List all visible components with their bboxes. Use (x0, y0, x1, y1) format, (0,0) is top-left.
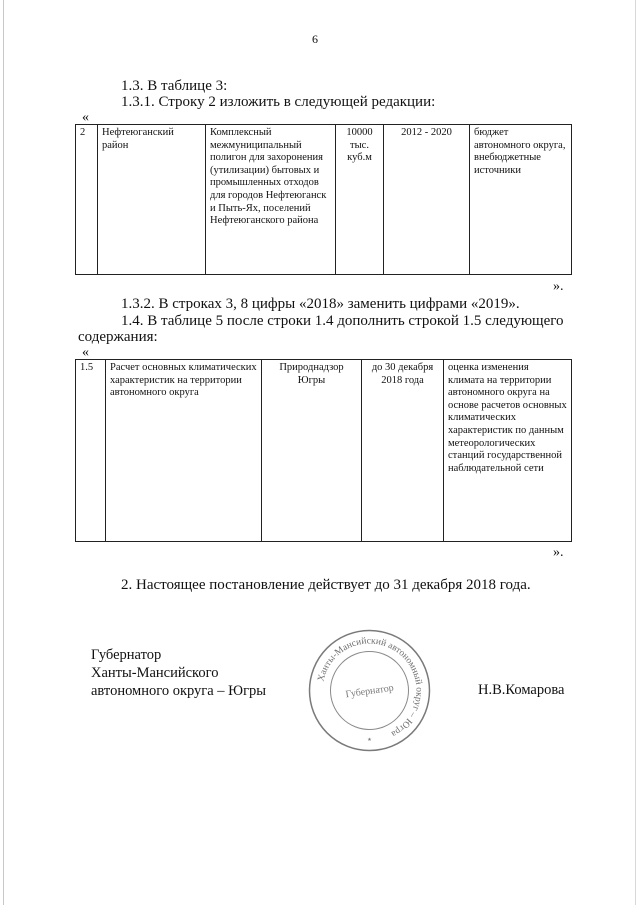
page-number: 6 (312, 32, 318, 46)
open-quote-table-5: « (82, 345, 89, 360)
official-seal-stamp (306, 627, 433, 754)
scan-edge-right (635, 0, 636, 905)
result-cell: оценка изменения климата на территории автономного округа на основе расчетов основных климатических характеристик по данным метеорологических станций государственной наблюдательной сети (444, 360, 572, 542)
deadline-cell: до 30 декабря 2018 года (362, 360, 444, 542)
clause-1-3: 1.3. В таблице 3: (121, 78, 228, 94)
executor-cell: Природнадзор Югры (262, 360, 362, 542)
table-row (76, 360, 572, 542)
row-number-cell: 2 (76, 125, 98, 275)
close-quote-table-5: ». (553, 545, 564, 560)
clause-1-4-line-2: содержания: (78, 329, 158, 345)
clause-1-4-line-1: 1.4. В таблице 5 после строки 1.4 дополнить строкой 1.5 следующего (121, 313, 564, 329)
clause-1-3-2: 1.3.2. В строках 3, 8 цифры «2018» заменить цифрами «2019». (121, 296, 520, 312)
table-row (76, 125, 572, 275)
seal-ring-text: Ханты-Мансийский автономный округ – Югра (316, 636, 424, 739)
signatory-position: Губернатор Ханты-Мансийского автономного округа – Югры (91, 647, 267, 699)
open-quote-table-3: « (82, 110, 89, 125)
row-number-cell: 1.5 (76, 360, 106, 542)
object-cell: Комплексный межмуниципальный полигон для захоронения (утилизации) бытовых и промышленных отходов для городов Нефтеюганск и Пыть-Ях, поселений Нефтеюганского района (206, 125, 336, 275)
capacity-cell: 10000 тыс. куб.м (336, 125, 384, 275)
district-cell: Нефтеюганский район (98, 125, 206, 275)
funding-source-cell: бюджет автономного округа, внебюджетные источники (470, 125, 572, 275)
action-cell: Расчет основных климатических характеристик на территории автономного округа (106, 360, 262, 542)
scan-edge-left (3, 0, 4, 905)
signatory-name: Н.В.Комарова (478, 682, 565, 698)
clause-1-3-1: 1.3.1. Строку 2 изложить в следующей редакции: (121, 94, 436, 110)
seal-center-text: Губернатор (344, 682, 395, 701)
period-cell: 2012 - 2020 (384, 125, 470, 275)
close-quote-table-3: ». (553, 279, 564, 294)
table-3-row-2 (75, 124, 572, 275)
clause-2: 2. Настоящее постановление действует до 31 декабря 2018 года. (121, 577, 531, 593)
table-5-row-1-5 (75, 359, 572, 542)
seal-star-icon: ★ (367, 737, 372, 743)
